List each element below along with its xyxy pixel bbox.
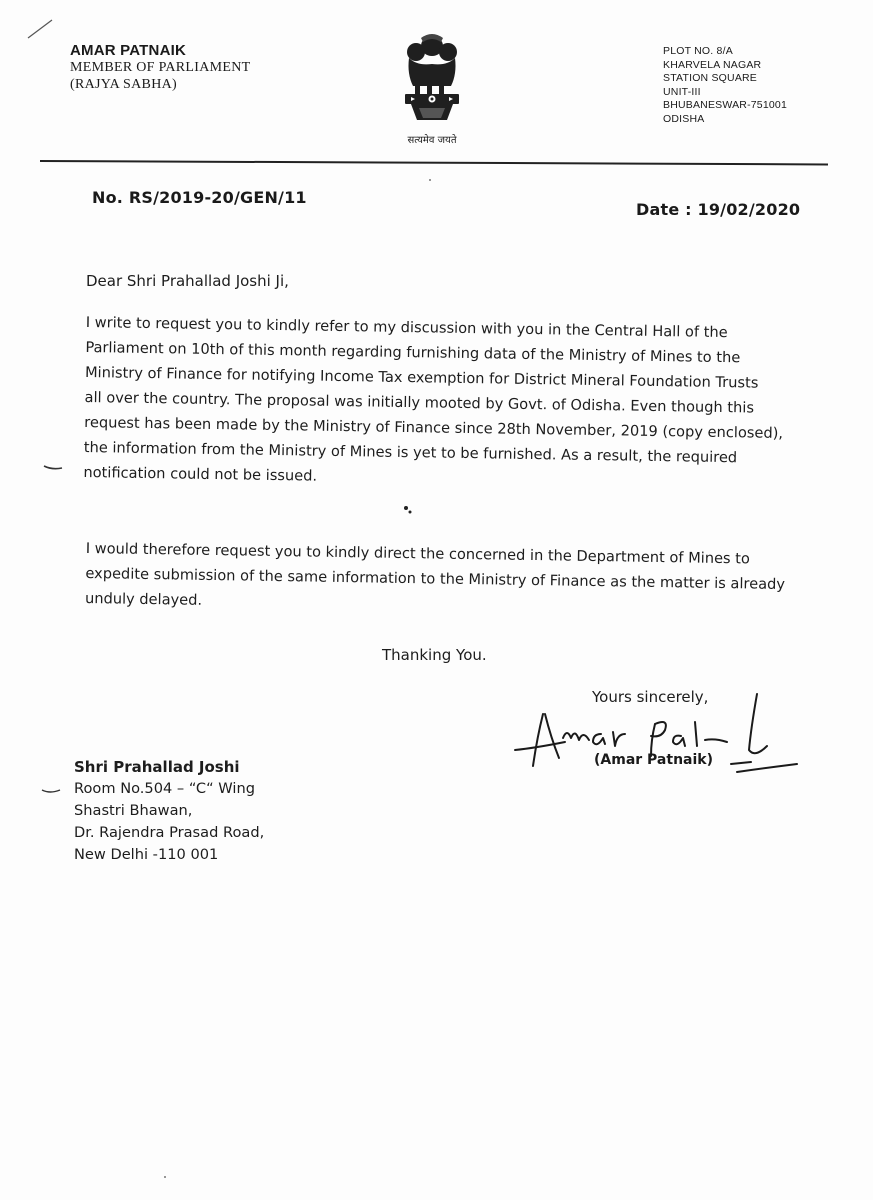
paragraph-line: all over the country. The proposal was initially mooted by Govt. of Odisha. Even though this: [84, 388, 755, 417]
paragraph-1: [83, 310, 802, 496]
recipient-address-line: Dr. Rajendra Prasad Road,: [74, 824, 265, 841]
paragraph-line: Ministry of Finance for notifying Income Tax exemption for District Mineral Foundation Trusts: [84, 363, 759, 392]
paragraph-line: expedite submission of the same information to the Ministry of Finance as the matter is already: [85, 564, 786, 593]
closing-line: Thanking You.: [382, 646, 487, 664]
paragraph-line: unduly delayed.: [84, 589, 203, 609]
recipient-address-line: New Delhi -110 001: [74, 846, 219, 863]
sender-name: AMAR PATNAIK: [70, 42, 186, 59]
sign-off: Yours sincerely,: [592, 688, 709, 706]
recipient-block: [74, 756, 264, 866]
signatory-name: (Amar Patnaik): [594, 752, 713, 768]
sender-house: (RAJYA SABHA): [70, 77, 177, 92]
address-line: PLOT NO. 8/A: [663, 45, 733, 57]
paragraph-line: the information from the Ministry of Mines is yet to be furnished. As a result, the required: [83, 438, 738, 467]
paragraph-line: I would therefore request you to kindly direct the concerned in the Department of Mines to: [85, 539, 751, 568]
paragraph-2: [85, 536, 802, 622]
address-line: ODISHA: [663, 112, 705, 125]
recipient-address-line: Shastri Bhawan,: [74, 802, 193, 819]
paragraph-line: I write to request you to kindly refer to my discussion with you in the Central Hall of the: [85, 313, 728, 342]
paragraph-line: notification could not be issued.: [83, 463, 318, 485]
recipient-name: Shri Prahallad Joshi: [74, 758, 240, 776]
letter-date: Date : 19/02/2020: [636, 200, 801, 219]
address-line: KHARVELA NAGAR: [663, 58, 762, 71]
recipient-address-line: Room No.504 – “C“ Wing: [74, 780, 255, 797]
sender-designation: MEMBER OF PARLIAMENT: [70, 60, 251, 75]
address-line: STATION SQUARE: [663, 72, 758, 84]
address-line: UNIT-III: [663, 85, 701, 98]
reference-number: No. RS/2019-20/GEN/11: [92, 188, 307, 207]
paragraph-line: Parliament on 10th of this month regarding furnishing data of the Ministry of Mines to the: [85, 338, 741, 367]
emblem-motto: सत्यमेव जयते: [407, 135, 457, 146]
paragraph-line: request has been made by the Ministry of Finance since 28th November, 2019 (copy enclosed),: [84, 413, 784, 442]
address-line: BHUBANESWAR-751001: [663, 99, 788, 111]
salutation: Dear Shri Prahallad Joshi Ji,: [86, 272, 289, 290]
